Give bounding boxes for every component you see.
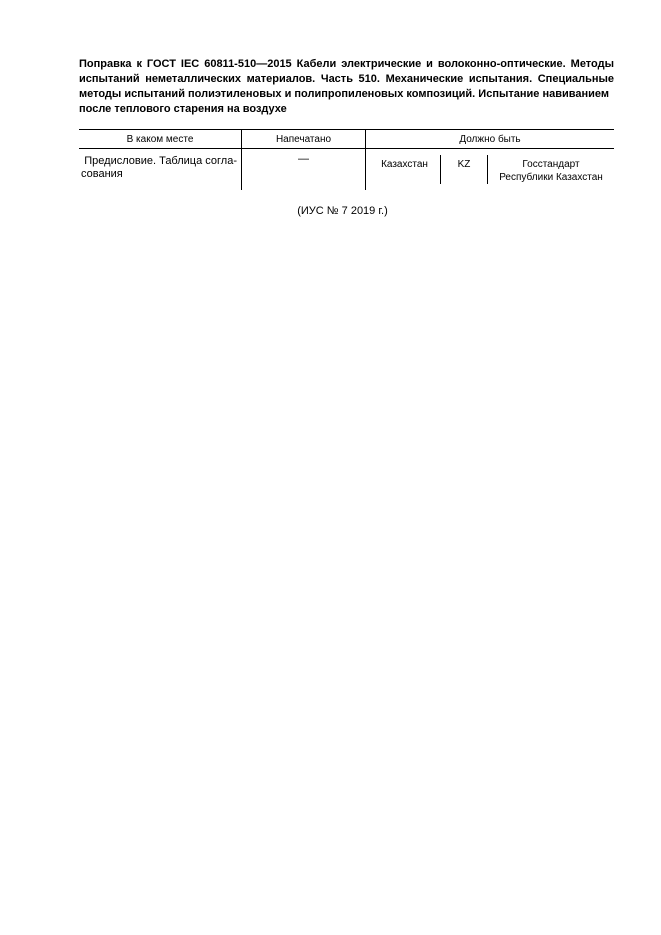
amendment-title-main: Поправка к ГОСТ IEC 60811-510—2015 Кабели электрические и волоконно-оптические. Методы испытаний неметаллических материалов. Часть 510. Механические испытания. Специальные методы испытаний полиэтиленовых и полипропиленовых композиций. Испытание навиванием xyxy=(79,58,614,100)
amendment-title-last-line: после теплового старения на воздухе xyxy=(79,103,287,115)
correction-table xyxy=(79,129,614,190)
row-where-line1: Предисловие. Таблица согла- xyxy=(84,155,237,167)
row-agency-line2: Республики Казахстан xyxy=(499,172,603,183)
header-printed: Напечатано xyxy=(275,134,332,145)
row-printed-value: — xyxy=(298,153,309,165)
header-should-be: Должно быть xyxy=(459,134,521,145)
amendment-title xyxy=(79,57,614,117)
row-country: Казахстан xyxy=(381,159,428,170)
publication-reference: (ИУС № 7 2019 г.) xyxy=(297,205,388,217)
row-where-line2: сования xyxy=(81,168,123,180)
table-header-rule xyxy=(79,148,614,149)
row-agency-line1: Госстандарт xyxy=(522,159,580,170)
table-top-rule xyxy=(79,129,614,130)
row-country-code: KZ xyxy=(457,159,471,170)
header-where: В каком месте xyxy=(126,134,194,145)
